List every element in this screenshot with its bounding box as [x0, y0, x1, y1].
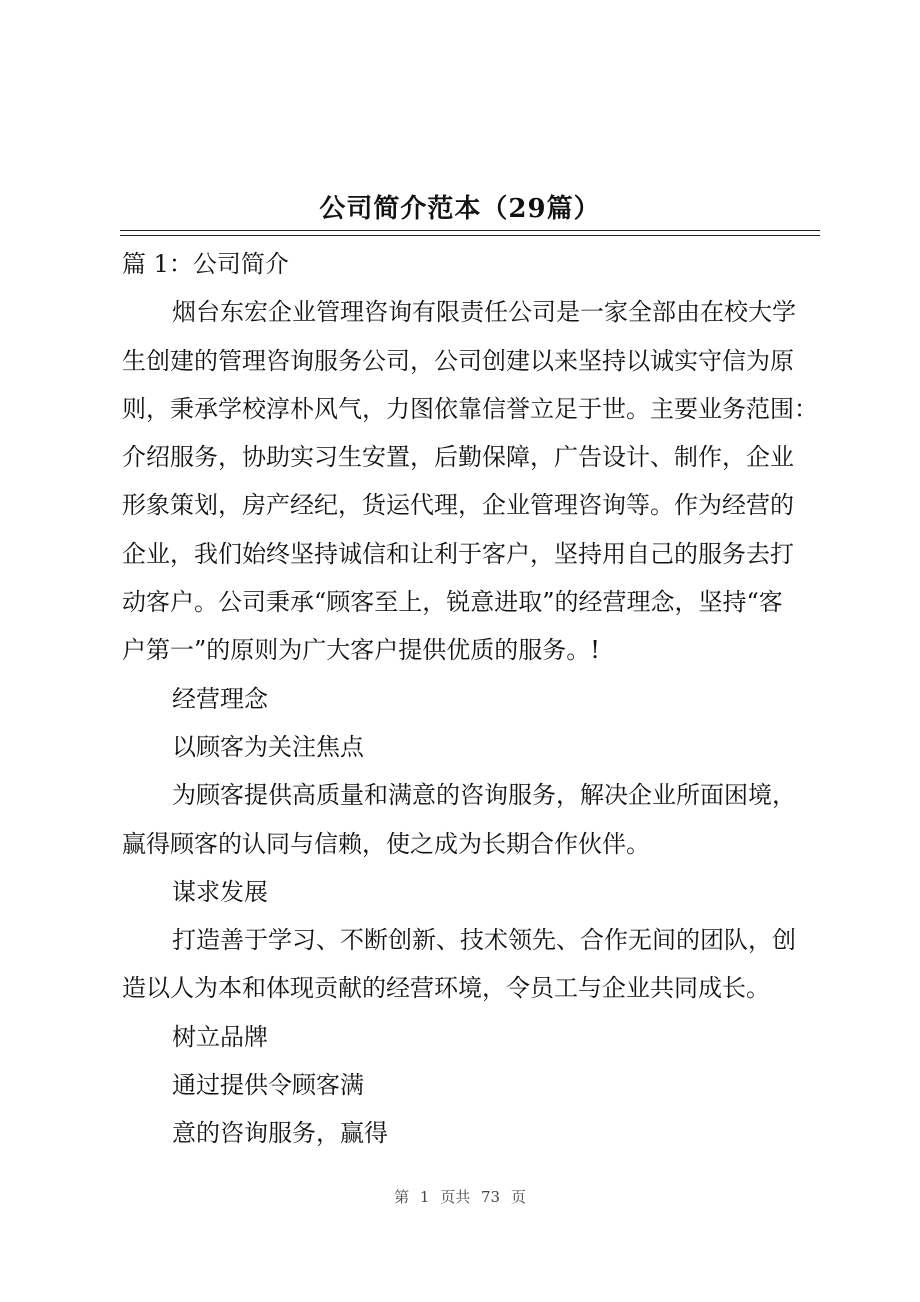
text-line: 经营理念 [172, 684, 268, 713]
text-line: 则，秉承学校淳朴风气，力图依靠信誉立足于世。主要业务范围： [122, 394, 818, 423]
text-line: 烟台东宏企业管理咨询有限责任公司是一家全部由在校大学 [172, 298, 796, 327]
text-line: 意的咨询服务，赢得 [172, 1119, 388, 1148]
text-line: 为顾客提供高质量和满意的咨询服务，解决企业所面困境， [172, 781, 796, 810]
title-rule-upper [120, 230, 820, 231]
text-line: 打造善于学习、不断创新、技术领先、合作无间的团队，创 [172, 926, 796, 955]
title-rule-lower [120, 235, 820, 236]
text-line: 介绍服务，协助实习生安置，后勤保障，广告设计、制作，企业 [122, 443, 794, 472]
text-line: 户第一”的原则为广大客户提供优质的服务。! [122, 636, 600, 665]
text-line: 造以人为本和体现贡献的经营环境，令员工与企业共同成长。 [122, 974, 770, 1003]
text-line: 树立品牌 [172, 1022, 268, 1051]
text-line: 动客户。公司秉承“顾客至上，锐意进取”的经营理念，坚持“客 [122, 588, 783, 617]
document-title: 公司简介范本（29篇） [319, 194, 601, 224]
text-line: 赢得顾客的认同与信赖，使之成为长期合作伙伴。 [122, 829, 650, 858]
page-footer: 第 1 页共 73 页 [394, 1188, 526, 1206]
section-heading: 篇 1：公司简介 [122, 250, 289, 278]
text-line: 通过提供令顾客满 [172, 1071, 364, 1100]
paragraph-lines [122, 288, 822, 1157]
text-line: 以顾客为关注焦点 [172, 732, 364, 761]
text-line: 生创建的管理咨询服务公司，公司创建以来坚持以诚实守信为原 [122, 346, 794, 375]
text-line: 形象策划，房产经纪，货运代理，企业管理咨询等。作为经营的 [122, 491, 794, 520]
text-line: 谋求发展 [172, 877, 268, 906]
text-line: 企业，我们始终坚持诚信和让利于客户，坚持用自己的服务去打 [122, 539, 794, 568]
document-body [122, 240, 822, 1158]
